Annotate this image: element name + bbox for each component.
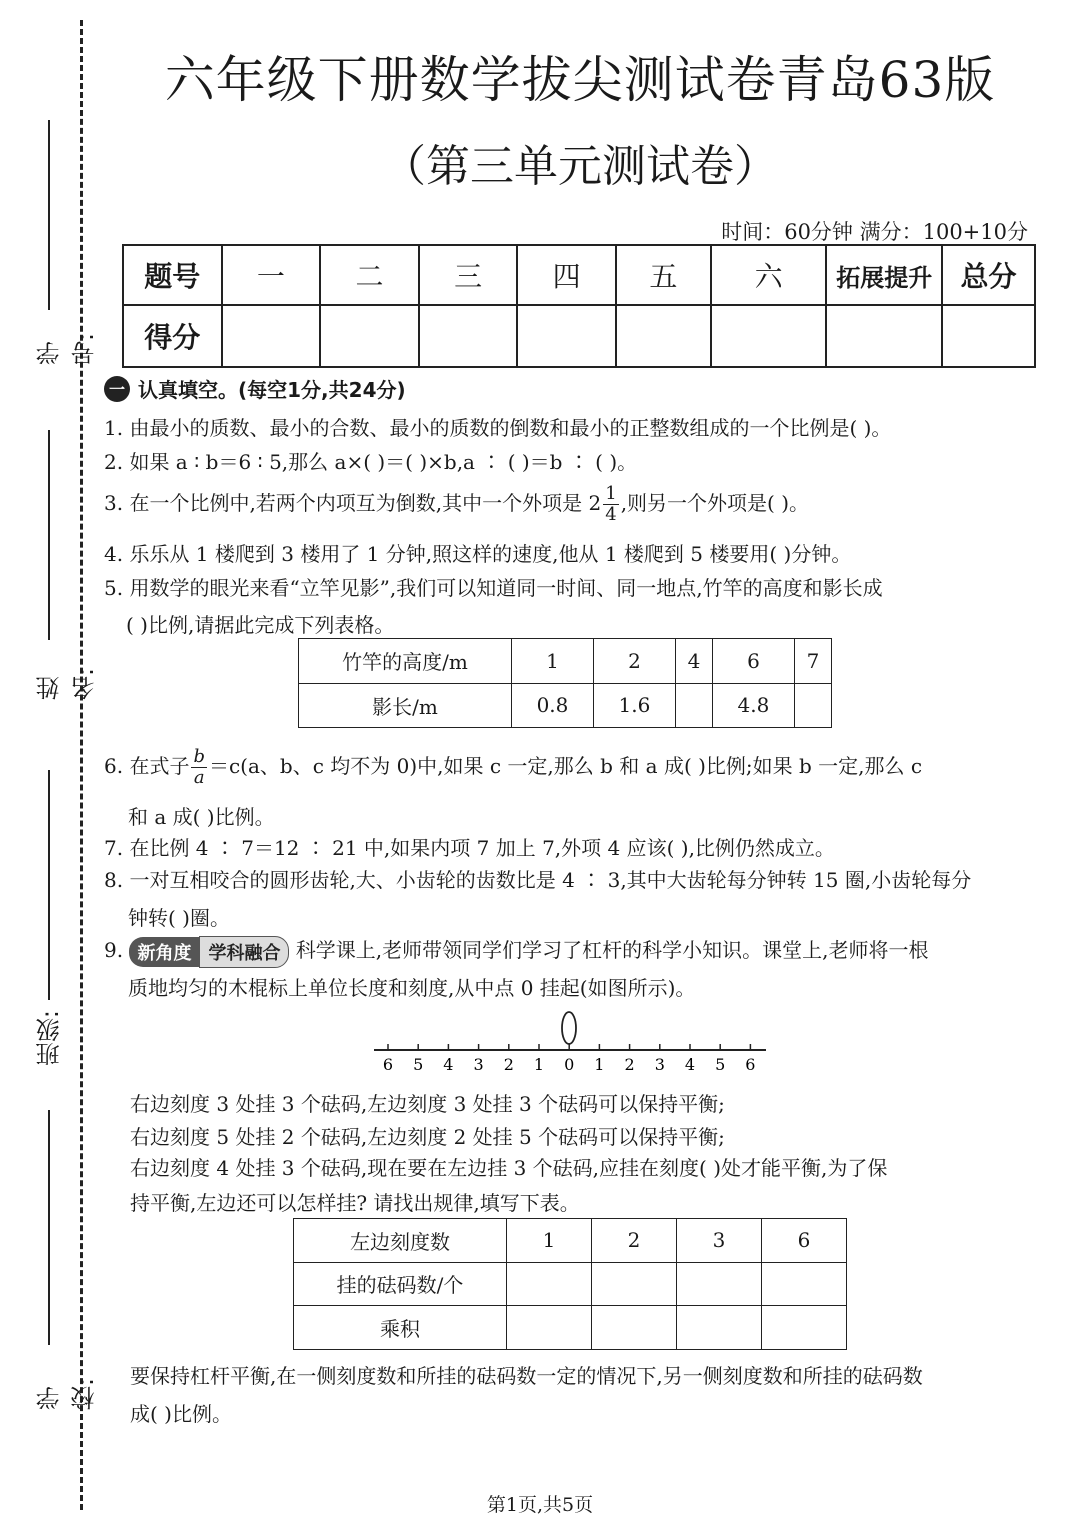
- score-header-cell: 拓展提升: [826, 245, 942, 305]
- lever-tick-label: 6: [382, 1055, 394, 1074]
- bamboo-shadow-table: [298, 638, 832, 728]
- question-7: 7. 在比例 4 ∶ 7＝12 ∶ 21 中,如果内项 7 加上 7,外项 4 应该( ),比例仍然成立。: [104, 836, 835, 860]
- question-8-line-2: 钟转( )圈。: [128, 906, 230, 930]
- question-9-statement-2: 右边刻度 5 处挂 2 个砝码,左边刻度 2 处挂 5 个砝码可以保持平衡;: [130, 1125, 725, 1149]
- lever-tick-label: 1: [594, 1055, 605, 1074]
- class-line: [48, 770, 50, 1000]
- name-field[interactable]: [10, 430, 99, 700]
- lever-tick-label: 2: [624, 1055, 635, 1074]
- score-table: [122, 244, 1036, 368]
- score-input-cell[interactable]: [517, 305, 616, 367]
- question-8-line-1: 8. 一对互相咬合的圆形齿轮,大、小齿轮的齿数比是 4 ∶ 3,其中大齿轮每分钟转 15 圈,小齿轮每分: [104, 868, 972, 892]
- fraction-numerator: 1: [605, 483, 617, 504]
- school-field[interactable]: [10, 1110, 99, 1410]
- score-header-cell: 四: [517, 245, 616, 305]
- left-scale-cell: 6: [762, 1219, 847, 1263]
- lever-tick-label: 5: [715, 1055, 726, 1074]
- fraction-b-over-a: [191, 747, 207, 788]
- score-input-cell[interactable]: [826, 305, 942, 367]
- fraction-numerator: b: [193, 746, 205, 767]
- score-input-cell[interactable]: [711, 305, 827, 367]
- shadow-length-cell[interactable]: 0.8: [512, 683, 594, 728]
- name-line: [48, 430, 50, 640]
- bamboo-row-label: 竹竿的高度/m: [299, 639, 512, 684]
- lever-tick-label: 3: [473, 1055, 484, 1074]
- score-row-label: 得分: [123, 305, 222, 367]
- school-line: [48, 1110, 50, 1345]
- bamboo-height-cell: 6: [712, 639, 794, 684]
- bamboo-height-cell: 1: [512, 639, 594, 684]
- score-header-cell: 一: [222, 245, 321, 305]
- lever-tick-label: 3: [654, 1055, 665, 1074]
- weights-input-cell[interactable]: [592, 1262, 677, 1306]
- score-header-cell: 六: [711, 245, 827, 305]
- question-9-conclusion-1: 要保持杠杆平衡,在一侧刻度数和所挂的砝码数一定的情况下,另一侧刻度数和所挂的砝码数: [130, 1364, 923, 1388]
- lever-row-label: 左边刻度数: [294, 1219, 507, 1263]
- question-6-text-a: 6. 在式子: [104, 754, 190, 778]
- bamboo-height-cell: 4: [675, 639, 712, 684]
- score-header-cell: 总分: [942, 245, 1035, 305]
- shadow-row-label: 影长/m: [299, 683, 512, 728]
- time-info: 时间：60分钟 满分：100+10分: [721, 220, 1028, 244]
- score-header-cell: 二: [320, 245, 419, 305]
- question-3-text-a: 3. 在一个比例中,若两个内项互为倒数,其中一个外项是 2: [104, 491, 602, 515]
- question-9-number: 9.: [104, 938, 124, 962]
- question-3: [104, 484, 809, 525]
- score-header-cell: 题号: [123, 245, 222, 305]
- lever-tick-label: 4: [684, 1055, 696, 1074]
- question-3-text-b: ,则另一个外项是( )。: [620, 491, 810, 515]
- left-scale-cell: 3: [677, 1219, 762, 1263]
- score-input-cell[interactable]: [616, 305, 711, 367]
- question-2: 2. 如果 a ∶ b＝6 ∶ 5,那么 a×( )＝( )×b,a ∶ ( )＝b ∶ ( )。: [104, 450, 638, 474]
- score-input-cell[interactable]: [419, 305, 518, 367]
- fraction-denominator: a: [193, 767, 205, 788]
- product-input-cell[interactable]: [507, 1306, 592, 1350]
- new-angle-tag: 新角度: [129, 937, 199, 967]
- pivot-loop-icon: [562, 1012, 576, 1044]
- lever-tick-label: 2: [503, 1055, 514, 1074]
- student-no-line: [48, 120, 50, 310]
- binding-dashed-line: [80, 20, 83, 1510]
- lever-tick-label: 1: [533, 1055, 545, 1074]
- question-6-line-2: 和 a 成( )比例。: [128, 805, 275, 829]
- question-1: 1. 由最小的质数、最小的合数、最小的质数的倒数和最小的正整数组成的一个比例是( )。: [104, 416, 892, 440]
- question-6-text-b: ＝c(a、b、c 均不为 0)中,如果 c 一定,那么 b 和 a 成( )比例;如果 b 一定,那么 c: [208, 754, 923, 778]
- lever-table: [293, 1218, 847, 1350]
- question-9-text: 科学课上,老师带领同学们学习了杠杆的科学小知识。课堂上,老师将一根: [295, 938, 929, 962]
- product-row-label: 乘积: [294, 1306, 507, 1350]
- lever-tick-label: 0: [564, 1055, 575, 1074]
- score-header-cell: 三: [419, 245, 518, 305]
- name-label: 姓名:: [36, 667, 99, 700]
- product-input-cell[interactable]: [677, 1306, 762, 1350]
- question-4: 4. 乐乐从 1 楼爬到 3 楼用了 1 分钟,照这样的速度,他从 1 楼爬到 5 楼要用( )分钟。: [104, 542, 852, 566]
- bamboo-height-cell: 7: [794, 639, 831, 684]
- lever-tick-label: 5: [413, 1055, 424, 1074]
- shadow-length-cell[interactable]: [675, 683, 712, 728]
- shadow-length-cell[interactable]: 4.8: [712, 683, 794, 728]
- left-scale-cell: 2: [592, 1219, 677, 1263]
- bamboo-height-cell: 2: [593, 639, 675, 684]
- lever-tick-label: 6: [745, 1055, 756, 1074]
- product-input-cell[interactable]: [592, 1306, 677, 1350]
- shadow-length-cell[interactable]: 1.6: [593, 683, 675, 728]
- lever-tick-label: 4: [443, 1055, 454, 1074]
- score-input-cell[interactable]: [320, 305, 419, 367]
- lever-diagram: [370, 1008, 770, 1078]
- class-field[interactable]: [10, 770, 70, 1070]
- lever-ticks: [383, 1044, 756, 1074]
- class-label: 班级:: [36, 1010, 64, 1067]
- weights-row-label: 挂的砝码数/个: [294, 1262, 507, 1306]
- school-label: 学校:: [36, 1377, 99, 1410]
- page-subtitle: （第三单元测试卷）: [382, 141, 778, 192]
- section-number-badge: 一: [104, 376, 130, 402]
- fraction-one-quarter: [603, 484, 618, 525]
- question-6: [104, 746, 922, 788]
- student-no-field[interactable]: [10, 115, 99, 365]
- page-title: 六年级下册数学拔尖测试卷青岛63版: [164, 51, 996, 109]
- page-footer: 第1页,共5页: [486, 1494, 594, 1516]
- question-5-line-2: ( )比例,请据此完成下列表格。: [126, 613, 395, 637]
- question-9-statement-1: 右边刻度 3 处挂 3 个砝码,左边刻度 3 处挂 3 个砝码可以保持平衡;: [130, 1092, 725, 1116]
- score-input-cell[interactable]: [222, 305, 321, 367]
- weights-input-cell[interactable]: [677, 1262, 762, 1306]
- question-9-conclusion-2: 成( )比例。: [130, 1402, 232, 1426]
- left-scale-cell: 1: [507, 1219, 592, 1263]
- section-heading: [104, 374, 406, 403]
- score-input-cell[interactable]: [942, 305, 1035, 367]
- product-input-cell[interactable]: [762, 1306, 847, 1350]
- question-9-statement-3: 右边刻度 4 处挂 3 个砝码,现在要在左边挂 3 个砝码,应挂在刻度( )处才能平衡,为了保: [130, 1156, 888, 1180]
- score-header-cell: 五: [616, 245, 711, 305]
- weights-input-cell[interactable]: [507, 1262, 592, 1306]
- question-5-line-1: 5. 用数学的眼光来看“立竿见影”,我们可以知道同一时间、同一地点,竹竿的高度和影长成: [104, 576, 883, 600]
- question-9-line-2: 质地均匀的木棍标上单位长度和刻度,从中点 0 挂起(如图所示)。: [128, 976, 696, 1000]
- section-title: 认真填空。(每空1分,共24分): [138, 378, 406, 402]
- question-9-line-1: [104, 934, 929, 968]
- subject-fusion-tag: 学科融合: [199, 936, 289, 968]
- question-9-statement-4: 持平衡,左边还可以怎样挂? 请找出规律,填写下表。: [130, 1191, 580, 1215]
- fraction-denominator: 4: [605, 504, 617, 525]
- student-no-label: 学号:: [36, 332, 99, 365]
- weights-input-cell[interactable]: [762, 1262, 847, 1306]
- shadow-length-cell[interactable]: [794, 683, 831, 728]
